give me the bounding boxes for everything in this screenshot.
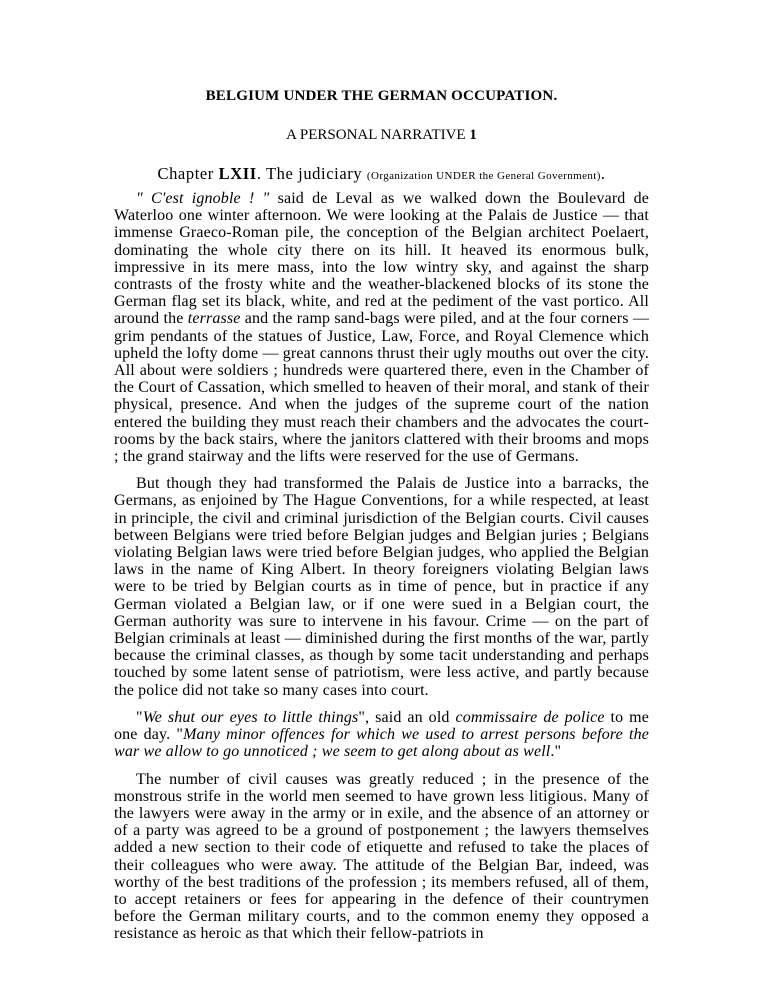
subtitle-number: 1 [469, 127, 477, 143]
chapter-end: . [600, 164, 606, 183]
paragraph-1-text-b: and the ramp sand-bags were piled, and at the four corners — grim pendants of the statues of Justice, Law, Force, and Royal Clemence which upheld the lofty dome — great cannons thrust their ugly mouths out over the city. All about were soldiers ; hundreds were quartered there, even in the Chamber of the Court of Cassation, which smelled to heaven of their moral, and stank of their physical, presence. And when the judges of the supreme court of the nation entered the building they must reach their chambers and the advocates the court-rooms by the back stairs, where the janitors clattered with their brooms and mops ; the grand stairway and the lifts were reserved for the use of Germans. [114, 310, 649, 466]
chapter-prefix: Chapter [157, 164, 214, 183]
paragraph-1 [114, 190, 649, 465]
paragraph-1-text-a: said de Leval as we walked down the Boulevard de Waterloo one winter afternoon. We were looking at the Palais de Justice — that immense Graeco-Roman pile, the conception of the Belgian architect Poelaert, dominating the whole city there on its hill. It heaved its enormous bulk, impressive in its mere mass, into the low wintry sky, and against the sharp contrasts of the frosty white and the weather-blackened blocks of its stone the German flag set its black, white, and red at the pediment of the vast portico. All around the [114, 190, 650, 328]
subtitle-text: A PERSONAL NARRATIVE [286, 127, 466, 143]
quote-first: We shut our eyes to little things [142, 708, 359, 726]
chapter-name: . The judiciary [256, 164, 363, 183]
document-page [114, 88, 649, 953]
paragraph-4: The number of civil causes was greatly reduced ; in the presence of the monstrous strife in the world men seemed to have grown less litigious. Many of the lawyers were away in the army or in exile, and the absence of an attorney or of a party was agreed to be a ground of postponement ; the lawyers themselves added a new section to their code of etiquette and refused to take the places of their colleagues who were away. The attitude of the Belgian Bar, indeed, was worthy of the best traditions of the profession ; its members refused, all of them, to accept retainers or fees for appearing in the defence of their countrymen before the German military courts, and to the common enemy they opposed a resistance as heroic as that which their fellow-patriots in [114, 770, 649, 943]
chapter-number: LXII [218, 164, 257, 183]
paragraph-2: But though they had transformed the Palais de Justice into a barracks, the Germans, as enjoined by The Hague Conventions, for a while respected, at least in principle, the civil and criminal jurisdiction of the Belgian courts. Civil causes between Belgians were tried before Belgian judges and Belgian juries ; Belgians violating Belgian laws were tried before Belgian judges, who applied the Belgian laws in the name of King Albert. In theory foreigners violating Belgian laws were to be tried by Belgian courts as in time of pence, but in practice if any German violated a Belgian law, or if one were sued in a Belgian court, the German authority was sure to intervene in his favour. Crime — on the part of Belgian criminals at least — diminished during the first months of the war, partly because the criminal classes, as though by some tacit understanding and perhaps touched by some latent sense of patriotism, were less active, and partly because the police did not take so many cases into court. [114, 475, 649, 699]
quote-second: Many minor offences for which we used to arrest persons before the war we allow to go unnoticed ; we seem to get along about as well [114, 726, 649, 761]
chapter-qualifier: (Organization UNDER the General Government) [366, 170, 601, 182]
paragraph-3 [114, 709, 649, 761]
opening-quote: " C'est ignoble ! " [136, 190, 270, 207]
paragraph-3-text-b: to me one day. " [114, 708, 649, 744]
terrasse-term: terrasse [187, 310, 241, 328]
paragraph-3-close: ." [550, 743, 562, 761]
document-subtitle [114, 127, 649, 144]
paragraph-3-open: " [136, 708, 143, 726]
document-title: BELGIUM UNDER THE GERMAN OCCUPATION. [205, 88, 558, 104]
commissaire-term: commissaire de police [455, 708, 605, 726]
chapter-heading [114, 164, 649, 184]
paragraph-3-text-a: ", said an old [358, 708, 456, 726]
